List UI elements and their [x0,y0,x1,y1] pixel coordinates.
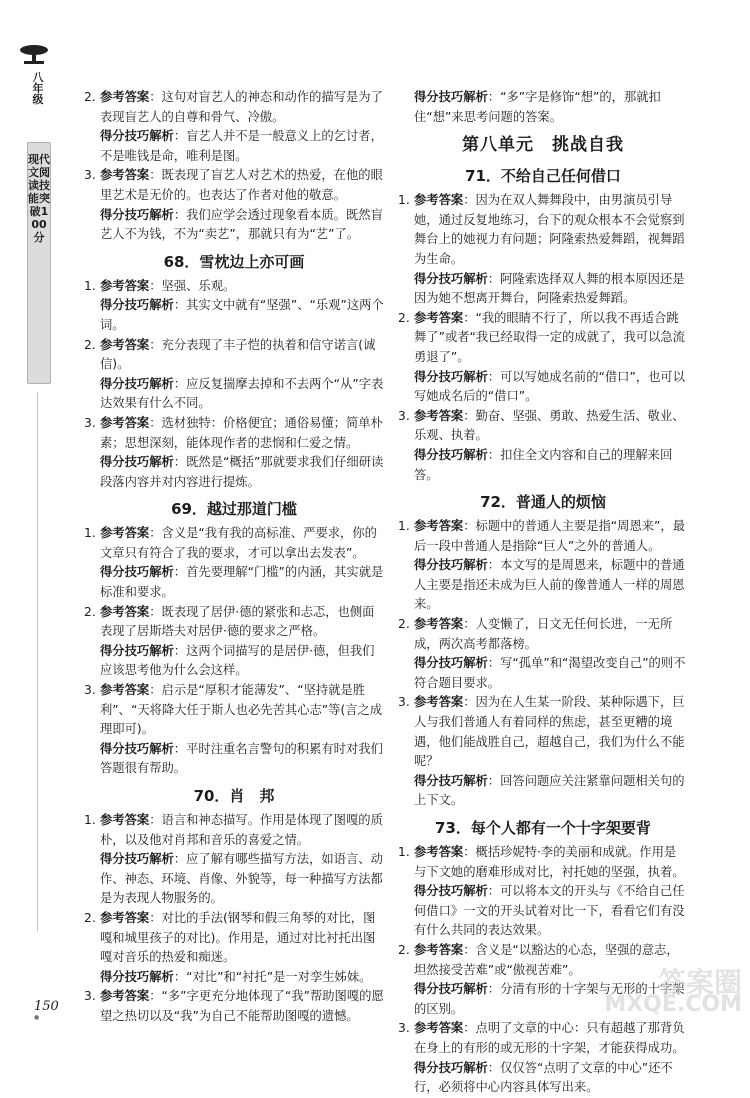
item-number: 2. [84,910,96,925]
analysis-label: 得分技巧解析 [100,852,174,867]
answer-text: 启示是“厚积才能薄发”、“坚持就是胜利”、“天将降大任于斯人也必先苦其心志”等(言之成理即可)。 [100,683,383,737]
answer-label: 参考答案 [100,910,150,925]
label-colon: ： [173,298,187,313]
answer-text: 语言和神态描写。作用是体现了图嘎的质朴，以及他对肖邦和音乐的喜爱之情。 [100,813,383,847]
analysis-label: 得分技巧解析 [100,741,174,756]
answer-body [100,524,384,563]
analysis-text: “对比”和“衬托”是一对孪生姊妹。 [186,969,372,984]
answer-body [100,603,384,642]
sidebar [14,42,50,932]
analysis-text: 首先要理解“门槛”的内涵，其实就是标准和要求。 [100,565,384,600]
analysis-paragraph [84,642,384,681]
analysis-label: 得分技巧解析 [414,773,488,788]
answer-item [398,191,688,269]
analysis-text: 阿隆索选择双人舞的根本原因还是因为她不想离开舞台，阿隆索热爱舞蹈。 [414,271,685,306]
label-colon: ： [463,1021,476,1036]
answer-body [100,987,384,1026]
label-colon: ： [149,415,162,430]
analysis-label: 得分技巧解析 [100,969,174,984]
label-colon: ： [149,90,162,104]
answer-item [84,88,384,127]
item-number: 3. [398,408,410,423]
label-colon: ： [463,942,476,957]
label-colon: ： [173,852,187,867]
analysis-label: 得分技巧解析 [414,884,488,899]
item-number: 2. [84,90,96,104]
analysis-text: 回答问题应关注紧靠问题相关句的上下文。 [414,773,685,808]
answer-label: 参考答案 [414,193,464,208]
answer-text: 含义是“以豁达的心态，坚强的意志，坦然接受苦难”或“傲视苦难”。 [414,942,679,977]
answer-item [84,277,384,297]
item-number: 3. [84,168,96,183]
answer-text: 勤奋、坚强、勇敢、热爱生活、敬业、乐观、执着。 [414,408,685,443]
item-number: 2. [398,617,410,632]
answer-item [84,336,384,375]
analysis-paragraph [398,882,688,941]
answer-body [414,407,688,446]
answer-text: 这句对盲艺人的神态和动作的描写是为了表现盲艺人的自尊和骨气、冷傲。 [100,90,383,124]
answer-item [398,407,688,446]
answer-text: 点明了文章的中心：只有超越了那背负在身上的有形的或无形的十字架，才能获得成功。 [414,1021,685,1055]
label-colon: ： [173,455,187,470]
label-colon: ： [463,193,476,208]
analysis-paragraph [398,270,688,309]
answer-item [398,615,688,654]
label-colon: ： [487,982,501,997]
item-number: 3. [84,989,96,1004]
analysis-text: 其实文中就有“坚强”、“乐观”这两个词。 [100,298,384,332]
answer-body [414,693,688,771]
answer-item [84,166,384,205]
analysis-paragraph [84,850,384,909]
analysis-paragraph [84,563,384,602]
item-number: 1. [398,519,410,534]
answer-label: 参考答案 [100,989,150,1004]
answer-text: 选材独特：价格便宜；通俗易懂；简单朴素；思想深刻，能体现作者的悲悯和仁爱之情。 [100,415,383,450]
analysis-paragraph [398,772,688,811]
item-number: 3. [398,695,410,710]
section-heading: 71．不给自己任何借口 [465,167,621,186]
label-colon: ： [149,168,162,183]
analysis-paragraph [398,654,688,693]
answer-body [414,843,688,882]
analysis-text: 应反复揣摩去掉和不去两个“从”字表达效果有什么不同。 [100,376,384,411]
answer-body [414,615,688,654]
label-colon: ： [487,271,501,286]
analysis-paragraph [84,127,384,166]
analysis-label: 得分技巧解析 [414,982,488,997]
sidebar-divider [37,392,38,932]
item-number: 1. [398,845,410,859]
answer-item [84,909,384,968]
label-colon: ： [173,565,187,580]
analysis-paragraph [84,375,384,414]
analysis-paragraph [84,740,384,779]
item-number: 3. [398,1021,410,1036]
answer-item [84,524,384,563]
answer-item [84,987,384,1026]
analysis-text: 本文写的是周恩来，标题中的普通人主要是指还未成为巨人前的像普通人一样的周恩来。 [414,558,685,612]
label-colon: ： [487,90,501,104]
answer-item [84,811,384,850]
answer-label: 参考答案 [100,90,150,104]
answer-label: 参考答案 [414,519,464,534]
analysis-paragraph [398,446,688,485]
analysis-paragraph [398,1059,688,1098]
answer-label: 参考答案 [100,337,150,352]
analysis-text: 既然是“概括”那就要求我们仔细研读段落内容并对内容进行提炼。 [100,455,384,489]
analysis-paragraph [84,968,384,988]
answer-body [100,166,384,205]
item-number: 1. [398,193,410,208]
answer-body [100,336,384,375]
analysis-label: 得分技巧解析 [100,298,174,313]
analysis-label: 得分技巧解析 [100,376,174,391]
answer-body [100,414,384,453]
analysis-paragraph [84,453,384,492]
answer-body [100,811,384,850]
label-colon: ： [149,337,162,352]
answer-item [84,603,384,642]
answer-item [398,517,688,556]
item-number: 1. [84,526,96,541]
analysis-text: 应了解有哪些描写方法，如语言、动作、神态、环境、肖像、外貌等，每一种描写方法都是为表现人物服务的。 [100,852,383,906]
analysis-text: 可以将本文的开头与《不给自己任何借口》一文的开头试着对比一下，看看它们有没有什么共同的表达效果。 [414,884,685,938]
answer-item [398,1019,688,1058]
answer-label: 参考答案 [414,310,464,325]
label-colon: ： [463,845,476,859]
answer-item [84,414,384,453]
analysis-label: 得分技巧解析 [414,1060,488,1075]
answer-text: 人变懒了，日文无任何长进，一无所成，两次高考都落榜。 [414,617,673,651]
grade-label: 八年级 [32,71,44,106]
analysis-label: 得分技巧解析 [414,447,488,462]
answer-item [398,309,688,368]
analysis-label: 得分技巧解析 [414,271,488,286]
answer-label: 参考答案 [100,278,150,293]
analysis-text: 写“孤单”和“渴望改变自己”的则不符合题目要求。 [414,656,686,690]
answer-text: 因为在人生某一阶段、某种际遇下，巨人与我们普通人有着同样的焦虑，甚至更糟的境遇，他们能战胜自己，超越自己，我们为什么不能呢？ [414,695,685,769]
label-colon: ： [149,526,162,541]
label-colon: ： [487,773,501,788]
answer-text: “我的眼睛不行了，所以我不再适合跳舞了”或者“我已经取得一定的成就了，我可以急流勇退了”。 [414,310,685,364]
answer-label: 参考答案 [414,617,464,632]
answer-item [398,693,688,771]
analysis-label: 得分技巧解析 [414,90,488,104]
watermark-text: 答案圈 [657,966,742,999]
analysis-text: 平时注重名言警句的积累有时对我们答题很有帮助。 [100,741,383,776]
answer-label: 参考答案 [414,845,464,859]
answer-body [414,1019,688,1058]
label-colon: ： [463,408,476,423]
analysis-paragraph [398,556,688,615]
answer-label: 参考答案 [414,695,464,710]
section-heading: 69．越过那道门槛 [171,500,297,519]
item-number: 2. [84,604,96,619]
answer-item [84,681,384,740]
answer-label: 参考答案 [100,415,150,430]
answer-body [100,909,384,968]
analysis-label: 得分技巧解析 [414,369,488,384]
answer-body [414,309,688,368]
analysis-label: 得分技巧解析 [414,558,488,573]
answer-label: 参考答案 [414,1021,464,1036]
right-column [398,88,688,1098]
page-number: 150 [34,999,59,1014]
label-colon: ： [149,910,162,925]
analysis-text: 可以写她成名前的“借口”，也可以写她成名后的“借口”。 [414,369,686,404]
answer-text: 标题中的普通人主要是指“周恩来”，最后一段中普通人是指除“巨人”之外的普通人。 [414,519,686,553]
answer-label: 参考答案 [100,168,150,183]
answer-label: 参考答案 [100,813,150,827]
section-heading: 72．普通人的烦恼 [480,493,606,512]
left-column [84,88,384,1027]
book-logo-icon [18,42,50,66]
item-number: 2. [398,942,410,957]
answer-text: 既表现了盲艺人对艺术的热爱，在他的眼里艺术是无价的。也表达了作者对他的敬意。 [100,168,383,202]
series-title-bar [27,142,51,384]
answer-label: 参考答案 [100,604,150,619]
item-number: 2. [84,337,96,352]
label-colon: ： [149,989,162,1004]
analysis-text: 我们应学会透过现象看本质。既然盲艺人不为钱，不为“卖艺”，那就只有为“艺”了。 [100,207,383,242]
analysis-label: 得分技巧解析 [100,643,174,658]
analysis-paragraph [398,88,688,127]
footer-dots: ● [34,1014,41,1021]
answer-text: 含义是“我有我的高标准、严要求，你的文章只有符合了我的要求，才可以拿出去发表”。 [100,526,377,560]
analysis-paragraph [84,296,384,335]
analysis-label: 得分技巧解析 [100,129,174,144]
answer-label: 参考答案 [100,526,150,541]
label-colon: ： [149,683,162,698]
label-colon: ： [487,369,501,384]
analysis-text: 这两个词描写的是居伊·德，但我们应该思考他为什么会这样。 [100,643,375,678]
label-colon: ： [173,741,187,756]
answer-text: “多”字更充分地体现了“我”帮助图嘎的愿望之热切以及“我”为自己不能帮助图嘎的遗憾。 [100,989,384,1023]
section-heading: 73．每个人都有一个十字架要背 [435,819,651,837]
series-title: 现代文阅读技能突破100分 [28,153,50,244]
analysis-text: 仅仅答“点明了文章的中心”还不行，必须将中心内容具体写出来。 [414,1060,673,1095]
item-number: 3. [84,683,96,698]
label-colon: ： [149,813,162,827]
analysis-label: 得分技巧解析 [100,455,174,470]
watermark-url: MXQE.COM [604,992,742,1017]
analysis-text: 分清有形的十字架与无形的十字架的区别。 [414,982,685,1016]
label-colon: ： [487,1060,501,1075]
section-heading: 68．雪枕边上亦可画 [163,252,305,271]
label-colon: ： [463,695,476,710]
analysis-label: 得分技巧解析 [100,565,174,580]
analysis-label: 得分技巧解析 [414,656,488,671]
unit-heading: 第八单元 挑战自我 [462,135,624,156]
item-number: 2. [398,310,410,325]
analysis-text: 扣住全文内容和自己的理解来回答。 [414,447,673,482]
label-colon: ： [173,129,187,144]
label-colon: ： [487,558,501,573]
answer-label: 参考答案 [414,408,464,423]
label-colon: ： [487,884,501,899]
item-number: 3. [84,415,96,430]
label-colon: ： [173,969,187,984]
analysis-paragraph [84,206,384,245]
item-number: 1. [84,813,96,827]
analysis-paragraph [398,368,688,407]
answer-text: 概括珍妮特·李的美丽和成就。作用是与下文她的磨难形成对比，衬托她的坚强，执着。 [414,845,685,879]
label-colon: ： [149,278,162,293]
label-colon: ： [173,643,187,658]
label-colon: ： [463,310,476,325]
label-colon: ： [173,376,187,391]
answer-body [100,88,384,127]
answer-body [414,517,688,556]
answer-label: 参考答案 [414,942,464,957]
item-number: 1. [84,278,96,293]
answer-label: 参考答案 [100,683,150,698]
label-colon: ： [173,207,187,222]
answer-body [100,681,384,740]
answer-text: 对比的手法(钢琴和假三角琴的对比，图嘎和城里孩子的对比)。作用是，通过对比衬托出图嘎对音乐的热爱和痴迷。 [100,910,376,965]
answer-body [414,191,688,269]
answer-body [100,277,384,297]
answer-text: 充分表现了丰子恺的执着和信守诺言(诚信)。 [100,337,376,372]
analysis-label: 得分技巧解析 [100,207,174,222]
label-colon: ： [149,604,162,619]
analysis-text: 盲艺人并不是一般意义上的乞讨者，不是唯钱是命，唯利是图。 [100,129,383,163]
label-colon: ： [463,617,476,632]
label-colon: ： [487,447,501,462]
label-colon: ： [463,519,476,534]
answer-item [398,843,688,882]
label-colon: ： [487,656,501,671]
watermark-logo [592,966,742,1020]
analysis-text: “多”字是修饰“想”的，那就扣住“想”来思考问题的答案。 [414,90,661,124]
section-heading: 70．肖 邦 [193,787,275,805]
answer-text: 因为在双人舞舞段中，由男演员引导她，通过反复地练习，台下的观众根本不会觉察到舞台上的她视力有问题；阿隆索热爱舞蹈，视舞蹈为生命。 [414,193,685,266]
answer-text: 既表现了居伊·德的紧张和忐忑，也侧面表现了居斯塔夫对居伊·德的要求之严格。 [100,604,375,639]
answer-text: 坚强、乐观。 [161,278,236,293]
